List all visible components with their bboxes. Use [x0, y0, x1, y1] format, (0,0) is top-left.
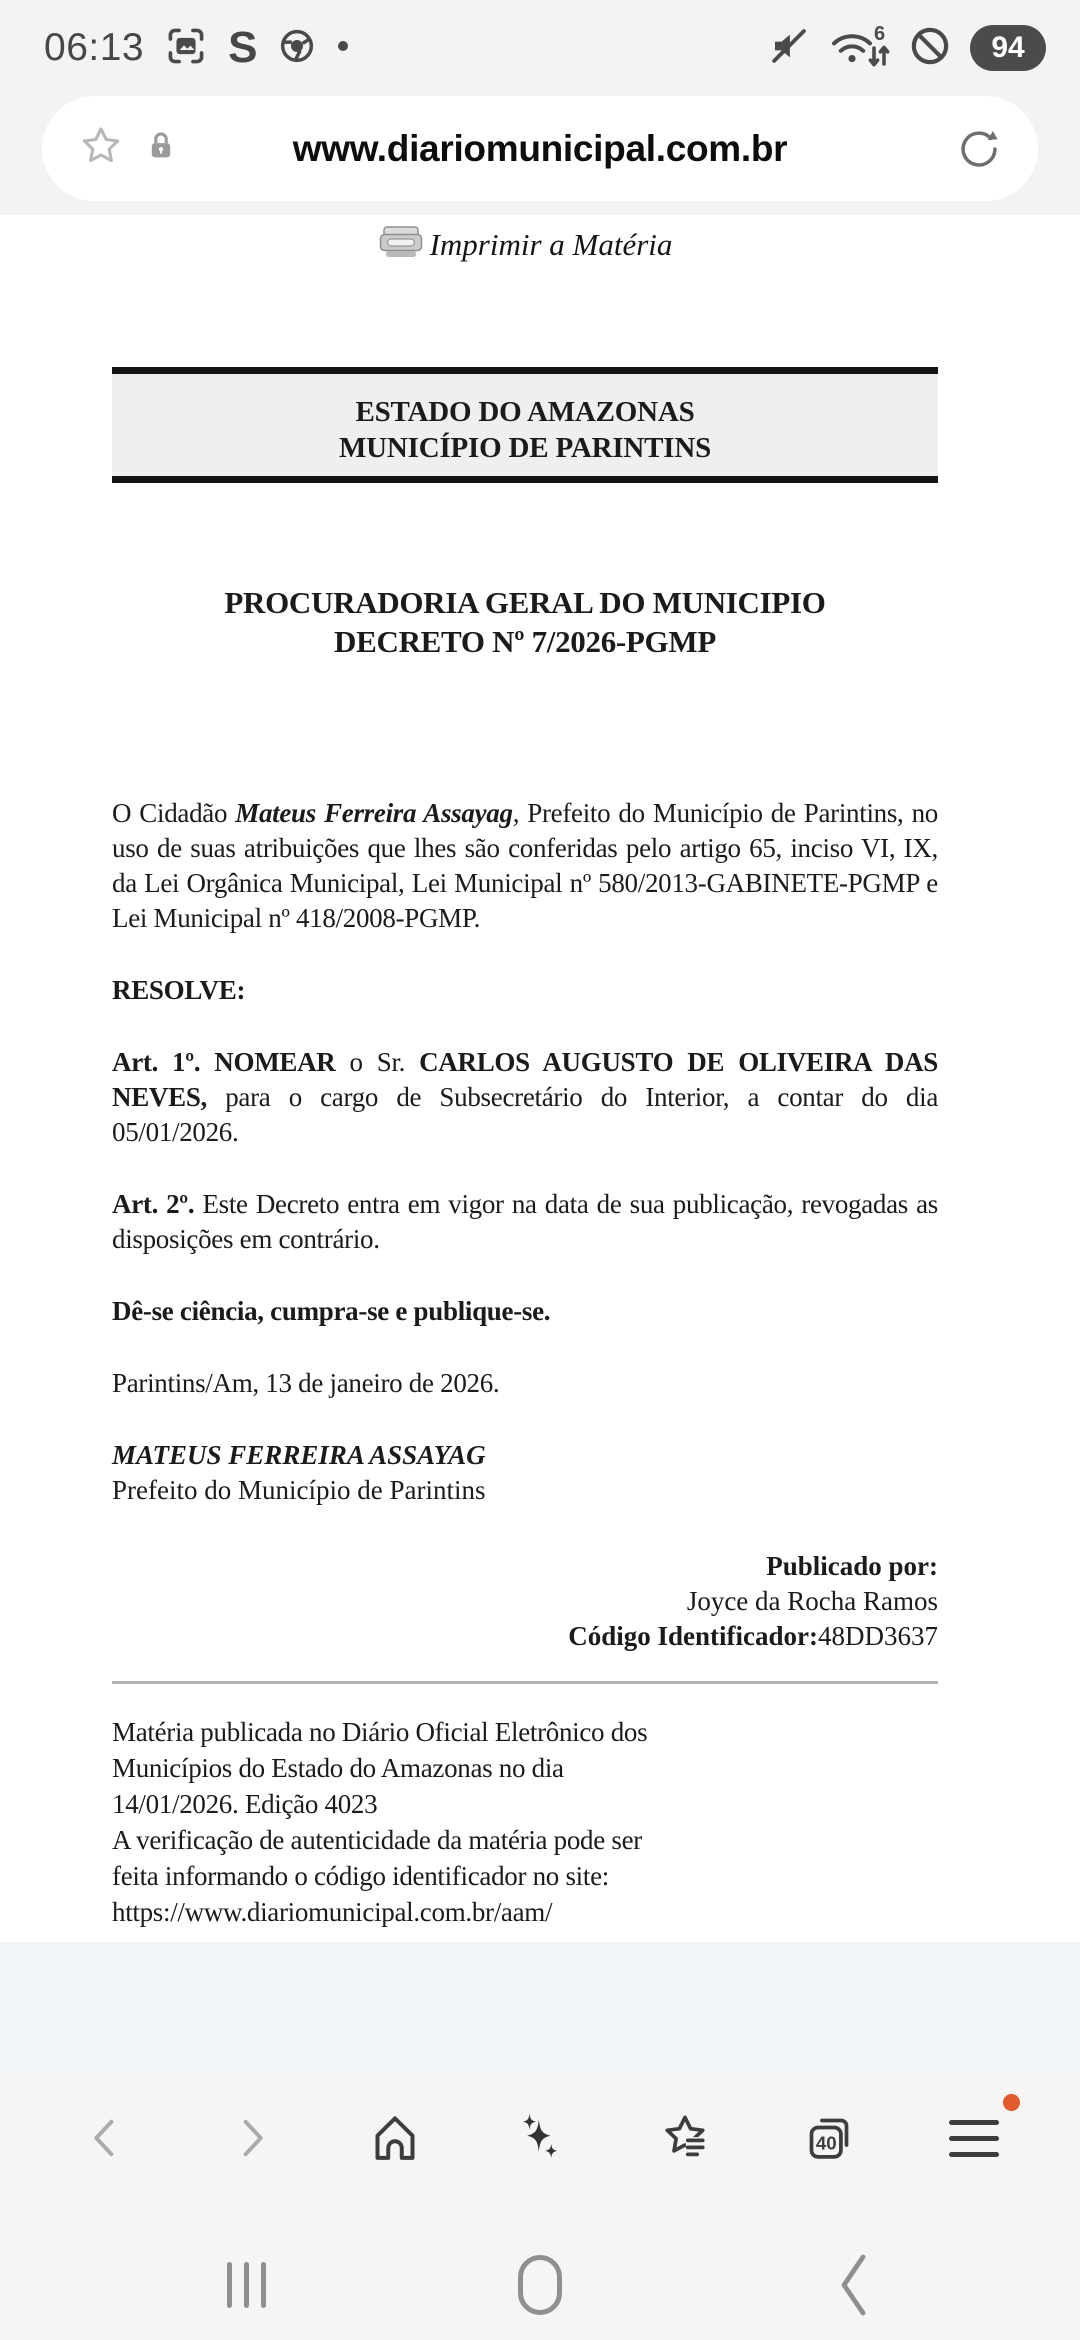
footer-note-line: 14/01/2026. Edição 4023 — [112, 1789, 378, 1819]
mute-icon — [768, 25, 810, 72]
svg-text:6: 6 — [874, 23, 886, 46]
recents-button[interactable] — [186, 2230, 306, 2340]
browser-app-icon — [277, 26, 317, 71]
document-title — [112, 583, 938, 661]
paragraph: RESOLVE: — [112, 975, 246, 1005]
android-navbar — [0, 2230, 1080, 2340]
published-by-author: Joyce da Rocha Ramos — [686, 1586, 938, 1616]
notification-dot-icon — [337, 39, 349, 57]
header-state-line: ESTADO DO AMAZONAS — [355, 396, 695, 428]
document-title-line2: DECRETO Nº 7/2026-PGMP — [334, 624, 716, 659]
paragraph: Art. 1º. NOMEAR o Sr. CARLOS AUGUSTO DE OLIVEIRA DAS NEVES, para o cargo de Subsecretário do Interior, a contar do dia 05/01/2026. — [112, 1047, 938, 1147]
status-bar — [0, 0, 1080, 90]
ai-assistant-button[interactable] — [500, 2098, 580, 2178]
bookmarks-button[interactable] — [645, 2098, 725, 2178]
print-link[interactable] — [112, 223, 938, 267]
printer-icon — [378, 225, 424, 266]
wifi6-icon — [828, 23, 890, 73]
document-title-line1: PROCURADORIA GERAL DO MUNICIPIO — [224, 585, 826, 620]
browser-url-row — [0, 90, 1080, 215]
identifier-code-row — [112, 1619, 938, 1654]
signature-name: MATEUS FERREIRA ASSAYAG — [112, 1440, 486, 1470]
url-bar[interactable] — [42, 96, 1038, 201]
browser-toolbar — [0, 2072, 1080, 2230]
footer-note-line: Municípios do Estado do Amazonas no dia — [112, 1753, 564, 1783]
hamburger-icon — [949, 2120, 999, 2157]
identifier-code-value: 48DD3637 — [818, 1621, 938, 1651]
footer-note — [112, 1714, 938, 1930]
back-chevron-icon — [833, 2252, 877, 2318]
back-nav-button[interactable] — [795, 2230, 915, 2340]
web-content — [0, 215, 1080, 1942]
footer-note-line: feita informando o código identificador no site: — [112, 1861, 609, 1891]
reload-button[interactable] — [956, 126, 1002, 172]
footer-note-line: Matéria publicada no Diário Oficial Eletrônico dos — [112, 1717, 648, 1747]
menu-notification-dot — [1003, 2094, 1020, 2111]
paragraph: O Cidadão Mateus Ferreira Assayag, Prefeito do Município de Parintins, no uso de suas atribuições que lhes são conferidas pelo artigo 65, inciso VI, IX, da Lei Orgânica Municipal, Lei Municipal nº 580/2013-GABINETE-PGMP e Lei Municipal nº 418/2008-PGMP. — [112, 798, 939, 933]
home-squircle-icon — [518, 2255, 562, 2315]
back-button[interactable] — [66, 2098, 146, 2178]
chevron-right-icon — [225, 2112, 277, 2164]
tabs-button[interactable] — [789, 2098, 869, 2178]
home-nav-button[interactable] — [480, 2230, 600, 2340]
tabs-icon — [801, 2110, 857, 2166]
header-municipality-line: MUNICÍPIO DE PARINTINS — [338, 432, 712, 464]
footer-note-line: https://www.diariomunicipal.com.br/aam/ — [112, 1897, 553, 1927]
published-by-label: Publicado por: — [766, 1551, 938, 1581]
print-link-label[interactable]: Imprimir a Matéria — [429, 227, 673, 262]
home-button[interactable] — [355, 2098, 435, 2178]
page-end-band — [0, 1942, 1080, 2072]
chevron-left-icon — [80, 2112, 132, 2164]
paragraph: Art. 2º. Este Decreto entra em vigor na data de sua publicação, revogadas as disposições em contrário. — [112, 1189, 938, 1254]
tab-count: 40 — [816, 2132, 837, 2154]
bookmark-star-icon — [657, 2110, 713, 2166]
identifier-code-label: Código Identificador: — [568, 1621, 818, 1651]
paragraph: Dê-se ciência, cumpra-se e publique-se. — [112, 1296, 551, 1326]
footer-note-line: A verificação de autenticidade da matéria pode ser — [112, 1825, 642, 1855]
divider — [112, 1681, 938, 1684]
battery-indicator: 94 — [970, 25, 1046, 71]
forward-button[interactable] — [211, 2098, 291, 2178]
recents-icon — [227, 2262, 266, 2308]
clock: 06:13 — [44, 26, 145, 69]
sparkles-icon — [512, 2110, 568, 2166]
signature-block — [112, 1438, 938, 1508]
signature-role: Prefeito do Município de Parintins — [112, 1475, 486, 1505]
document-body — [112, 796, 938, 1401]
paragraph: Parintins/Am, 13 de janeiro de 2026. — [112, 1368, 500, 1398]
url-text[interactable]: www.diariomunicipal.com.br — [292, 127, 788, 169]
published-by-block — [112, 1549, 938, 1654]
menu-button[interactable] — [934, 2098, 1014, 2178]
do-not-disturb-icon — [908, 24, 952, 73]
home-icon — [367, 2110, 423, 2166]
screenshot-icon — [164, 24, 208, 73]
government-header-box — [112, 367, 938, 483]
app-s-icon: S — [228, 23, 258, 72]
